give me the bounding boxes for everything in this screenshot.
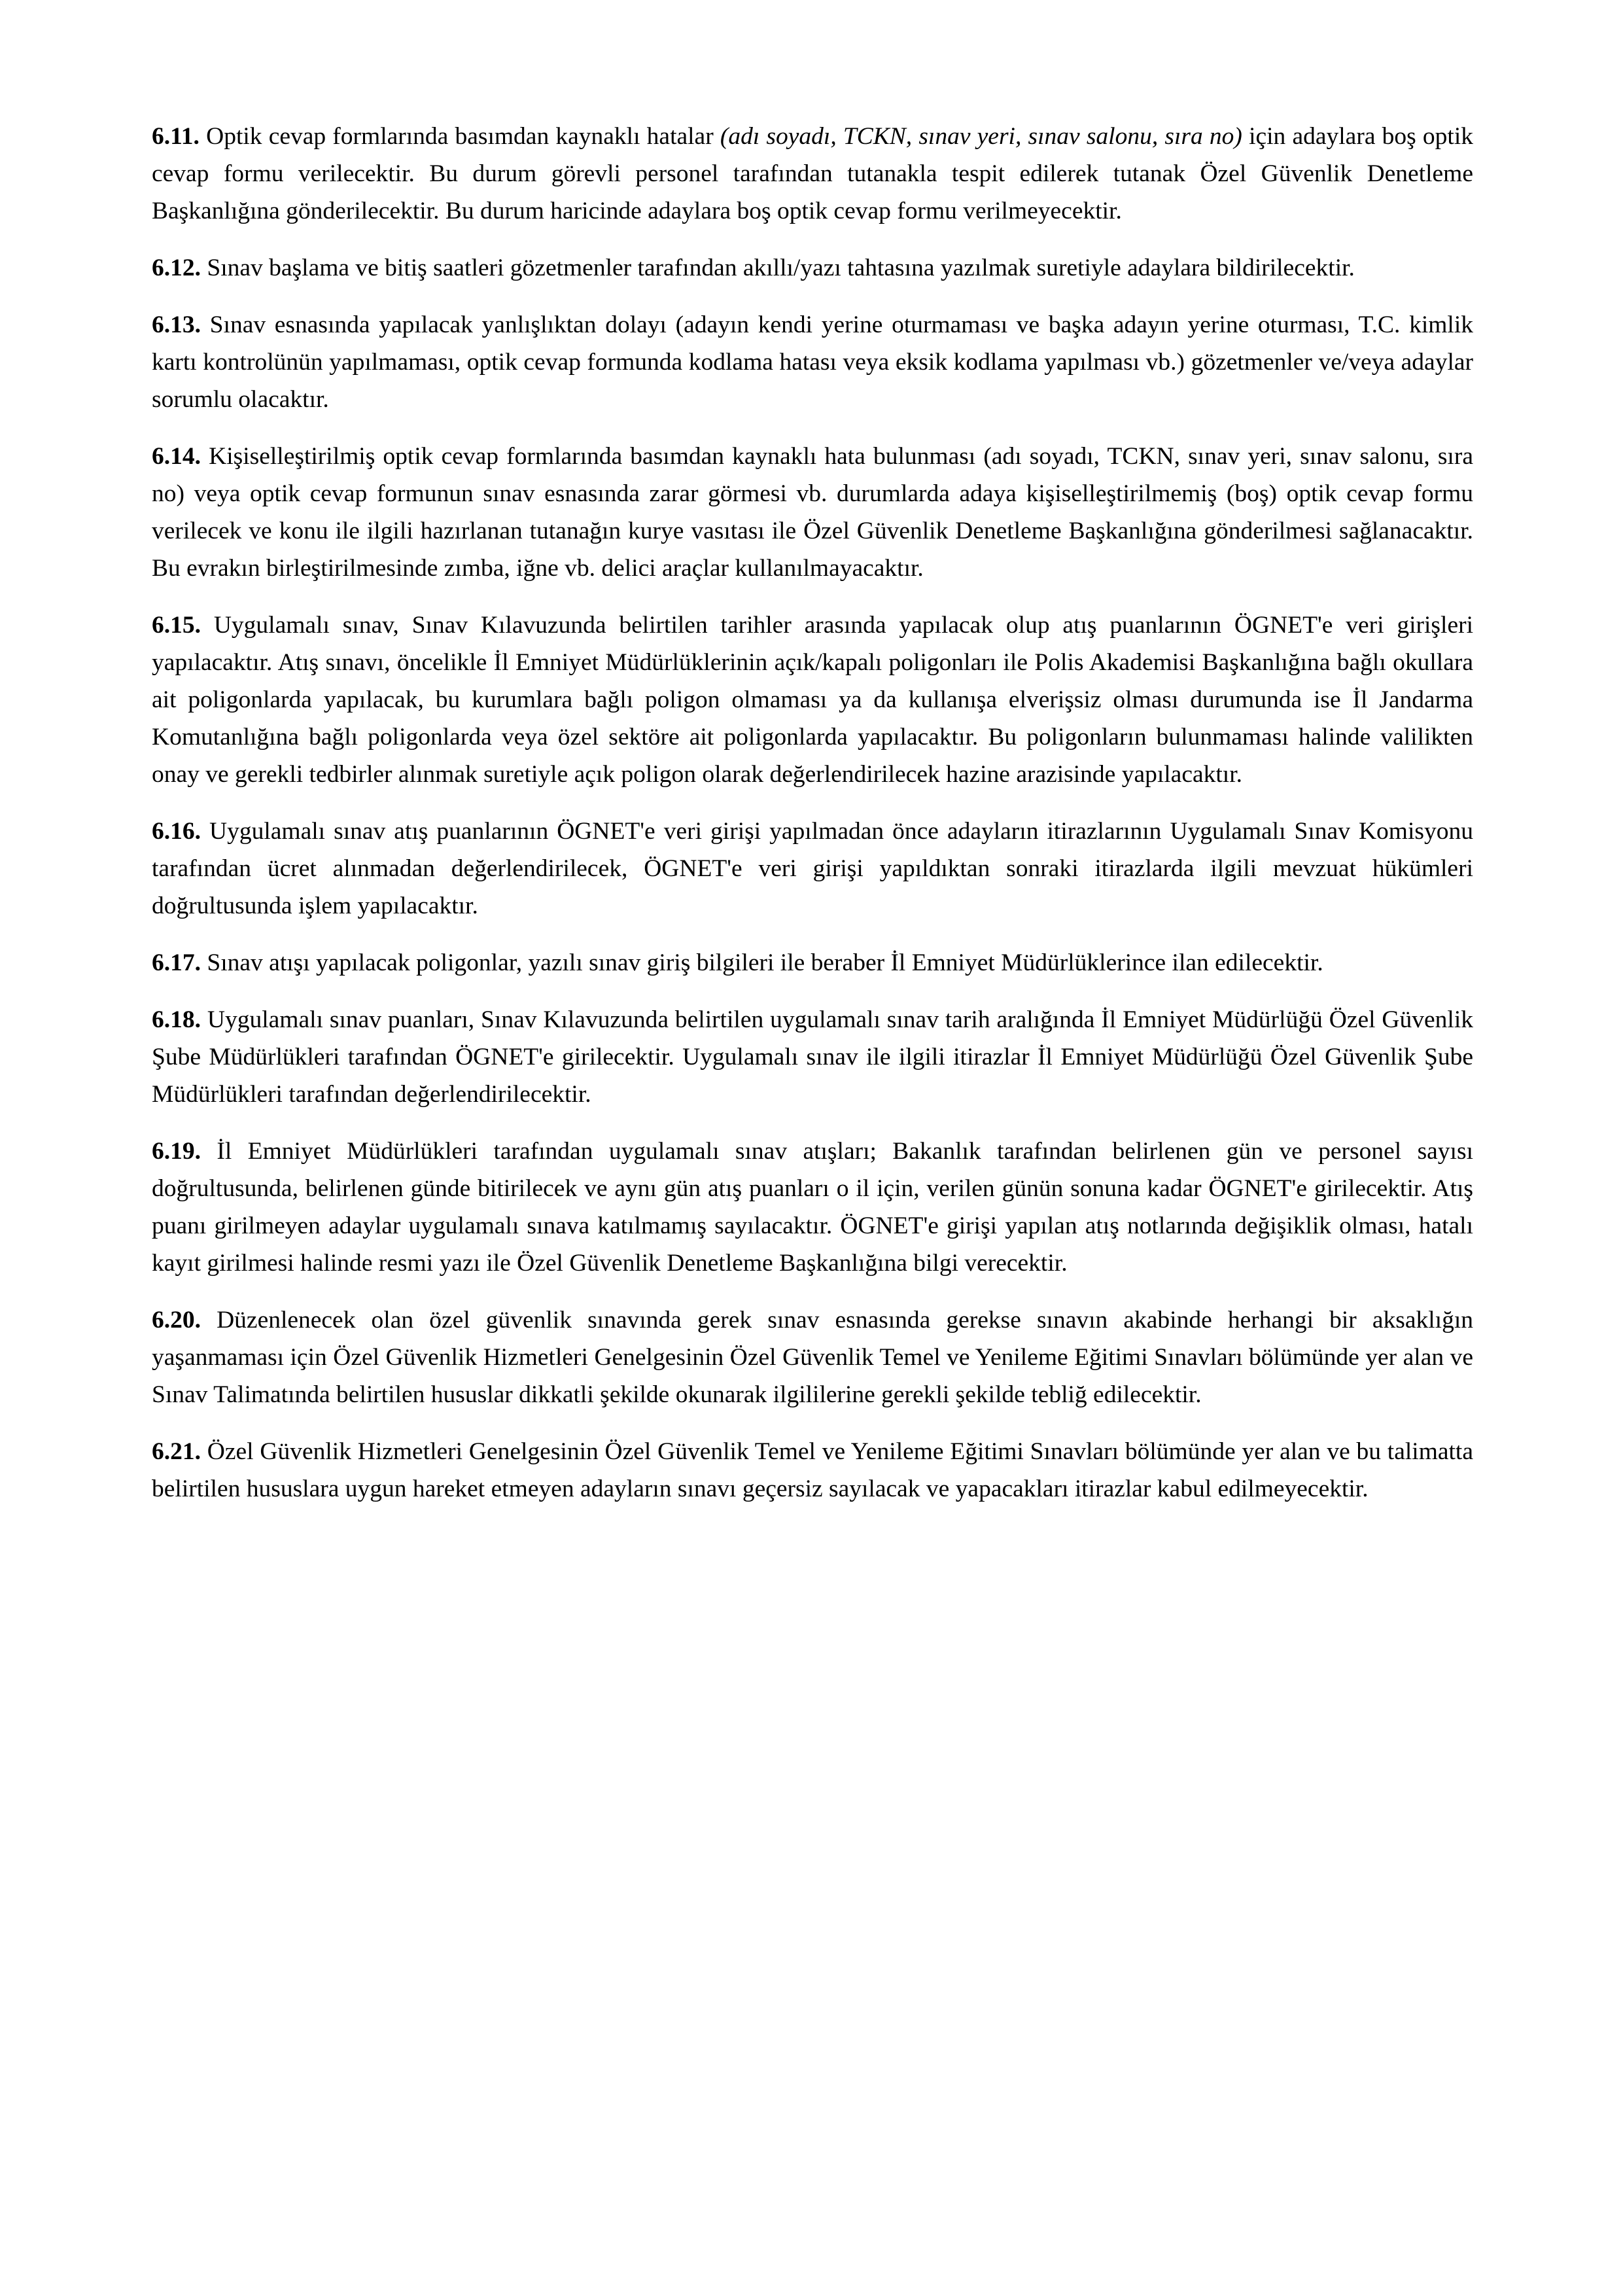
document-body — [152, 118, 1473, 1508]
clause-text: İl Emniyet Müdürlükleri tarafından uygulamalı sınav atışları; Bakanlık tarafından belirlenen gün ve personel sayısı doğrultusunda, belirlenen günde bitirilecek ve aynı gün atış puanları o il için, verilen günün sonuna kadar ÖGNET'e girilecektir. Atış puanı girilmeyen adaylar uygulamalı sınava katılmamış sayılacaktır. ÖGNET'e girişi yapılan atış notlarında değişiklik olması, hatalı kayıt girilmesi halinde resmi yazı ile Özel Güvenlik Denetleme Başkanlığına bilgi verecektir. — [152, 1138, 1473, 1277]
clause-text: Uygulamalı sınav, Sınav Kılavuzunda belirtilen tarihler arasında yapılacak olup atış puanlarının ÖGNET'e veri girişleri yapılacaktır. Atış sınavı, öncelikle İl Emniyet Müdürlüklerinin açık/kapalı poligonları ile Polis Akademisi Başkanlığına bağlı okullara ait poligonlarda yapılacak, bu kurumlara bağlı poligon olmaması ya da kullanışa elverişsiz olması durumunda ise İl Jandarma Komutanlığına bağlı poligonlarda veya özel sektöre ait poligonlarda yapılacaktır. Bu poligonların bulunmaması halinde valilikten onay ve gerekli tedbirler alınmak suretiyle açık poligon olarak değerlendirilecek hazine arazisinde yapılacaktır. — [152, 612, 1473, 788]
clause-number: 6.21. — [152, 1438, 201, 1465]
clause-paragraph — [152, 1433, 1473, 1508]
clause-paragraph — [152, 1133, 1473, 1282]
clause-paragraph — [152, 813, 1473, 925]
clause-text: Düzenlenecek olan özel güvenlik sınavında gerek sınav esnasında gerekse sınavın akabinde herhangi bir aksaklığın yaşanmaması için Özel Güvenlik Hizmetleri Genelgesinin Özel Güvenlik Temel ve Yenileme Eğitimi Sınavları bölümünde yer alan ve Sınav Talimatında belirtilen hususlar dikkatli şekilde okunarak ilgililerine gerekli şekilde tebliğ edilecektir. — [152, 1307, 1473, 1408]
clause-number: 6.13. — [152, 311, 201, 338]
clause-number: 6.20. — [152, 1307, 201, 1333]
clause-text: Kişiselleştirilmiş optik cevap formlarında basımdan kaynaklı hata bulunması (adı soyadı, TCKN, sınav yeri, sınav salonu, sıra no) veya optik cevap formunun sınav esnasında zarar görmesi vb. durumlarda adaya kişiselleştirilmemiş (boş) optik cevap formu verilecek ve konu ile ilgili hazırlanan tutanağın kurye vasıtası ile Özel Güvenlik Denetleme Başkanlığına gönderilmesi sağlanacaktır. Bu evrakın birleştirilmesinde zımba, iğne vb. delici araçlar kullanılmayacaktır. — [152, 443, 1473, 582]
clause-number: 6.19. — [152, 1138, 201, 1165]
clause-paragraph — [152, 1301, 1473, 1413]
clause-text: Uygulamalı sınav atış puanlarının ÖGNET'e veri girişi yapılmadan önce adayların itirazlarının Uygulamalı Sınav Komisyonu tarafından ücret alınmadan değerlendirilecek, ÖGNET'e veri girişi yapıldıktan sonraki itirazlarda ilgili mevzuat hükümleri doğrultusunda işlem yapılacaktır. — [152, 818, 1473, 919]
clause-number: 6.16. — [152, 818, 201, 845]
clause-paragraph — [152, 306, 1473, 418]
clause-number: 6.12. — [152, 255, 201, 281]
clause-number: 6.14. — [152, 443, 201, 470]
clause-text-italic: (adı soyadı, TCKN, sınav yeri, sınav salonu, sıra no) — [720, 123, 1242, 150]
clause-text: Optik cevap formlarında basımdan kaynaklı hatalar — [199, 123, 720, 150]
clause-paragraph — [152, 944, 1473, 981]
clause-number: 6.17. — [152, 949, 201, 976]
clause-paragraph — [152, 1001, 1473, 1113]
clause-paragraph — [152, 607, 1473, 793]
clause-text: Özel Güvenlik Hizmetleri Genelgesinin Özel Güvenlik Temel ve Yenileme Eğitimi Sınavları bölümünde yer alan ve bu talimatta belirtilen hususlara uygun hareket etmeyen adayların sınavı geçersiz sayılacak ve yapacakları itirazlar kabul edilmeyecektir. — [152, 1438, 1473, 1502]
clause-number: 6.18. — [152, 1006, 201, 1033]
clause-paragraph — [152, 249, 1473, 287]
clause-text: Uygulamalı sınav puanları, Sınav Kılavuzunda belirtilen uygulamalı sınav tarih aralığında İl Emniyet Müdürlüğü Özel Güvenlik Şube Müdürlükleri tarafından ÖGNET'e girilecektir. Uygulamalı sınav ile ilgili itirazlar İl Emniyet Müdürlüğü Özel Güvenlik Şube Müdürlükleri tarafından değerlendirilecektir. — [152, 1006, 1473, 1108]
clause-number: 6.11. — [152, 123, 200, 150]
clause-text: Sınav başlama ve bitiş saatleri gözetmenler tarafından akıllı/yazı tahtasına yazılmak suretiyle adaylara bildirilecektir. — [201, 255, 1355, 281]
clause-paragraph — [152, 118, 1473, 230]
clause-text: Sınav esnasında yapılacak yanlışlıktan dolayı (adayın kendi yerine oturmaması ve başka adayın yerine oturması, T.C. kimlik kartı kontrolünün yapılmaması, optik cevap formunda kodlama hatası veya eksik kodlama yapılması vb.) gözetmenler ve/veya adaylar sorumlu olacaktır. — [152, 311, 1473, 413]
clause-text: Sınav atışı yapılacak poligonlar, yazılı sınav giriş bilgileri ile beraber İl Emniyet Müdürlüklerince ilan edilecektir. — [201, 949, 1323, 976]
clause-paragraph — [152, 438, 1473, 587]
clause-text: için adaylara boş optik cevap formu verilecektir. Bu durum görevli personel tarafından tutanakla tespit edilerek tutanak Özel Güvenlik Denetleme Başkanlığına gönderilecektir. Bu durum haricinde adaylara boş optik cevap formu verilmeyecektir. — [152, 123, 1473, 224]
clause-number: 6.15. — [152, 612, 201, 639]
